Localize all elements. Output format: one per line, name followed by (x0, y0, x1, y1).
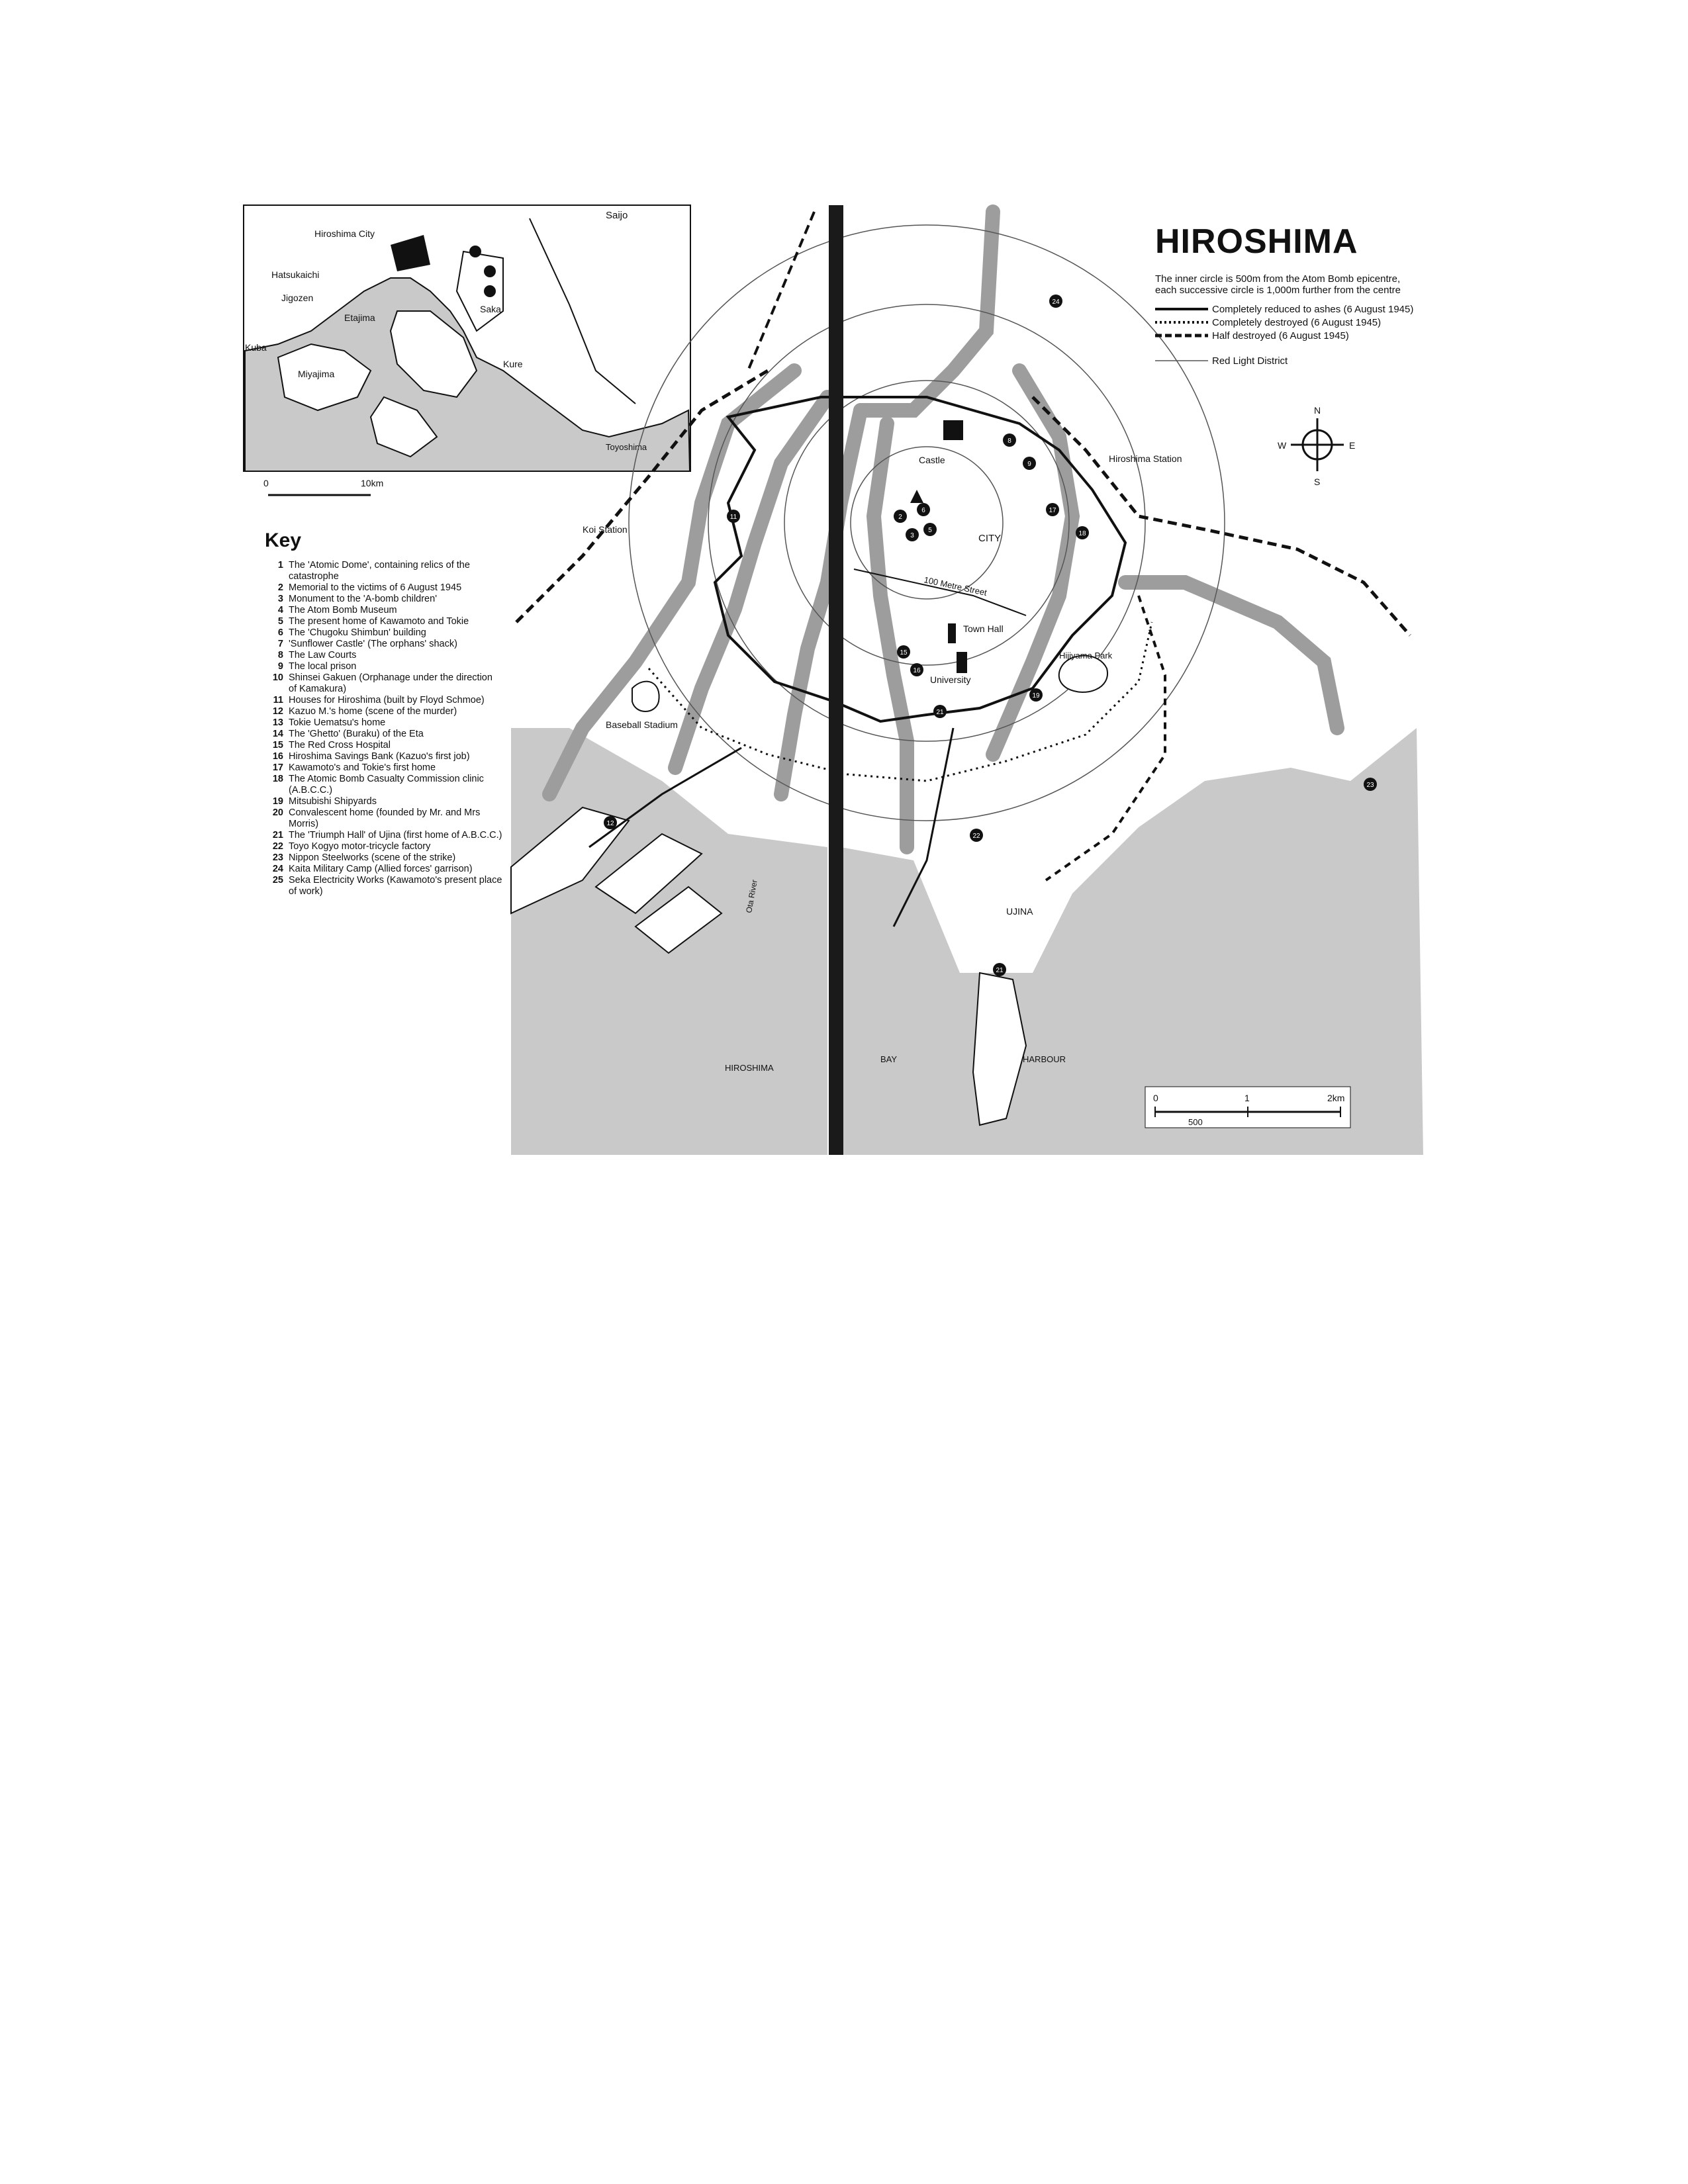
castle-landmark (943, 420, 963, 440)
svg-text:9: 9 (1027, 461, 1031, 468)
map-marker (917, 503, 930, 516)
map-marker (970, 829, 983, 842)
inset-marker (484, 265, 496, 277)
map-marker (906, 528, 919, 541)
key-item (265, 661, 503, 672)
key-item-text: Nippon Steelworks (scene of the strike) (289, 852, 456, 863)
compass-s: S (1314, 477, 1321, 487)
key-item (265, 740, 503, 751)
map-marker (910, 663, 923, 676)
svg-text:6: 6 (921, 507, 925, 514)
scale-start: 0 (1153, 1093, 1158, 1103)
map-marker (1003, 433, 1016, 447)
legend-label: Completely destroyed (6 August 1945) (1212, 316, 1382, 328)
key-item-number: 11 (273, 695, 283, 705)
label-ujina: UJINA (1006, 906, 1033, 917)
key-item-text: Seka Electricity Works (Kawamoto's present place of work) (289, 875, 502, 897)
key-item-number: 19 (272, 796, 283, 807)
key-item-text: Memorial to the victims of 6 August 1945 (289, 582, 462, 593)
key-item-text: The Red Cross Hospital (289, 740, 391, 751)
key-item-number: 6 (277, 627, 283, 638)
inset-label-etajima: Etajima (344, 312, 375, 323)
label-harbour: HARBOUR (1023, 1054, 1066, 1064)
key-item-number: 5 (277, 616, 283, 627)
key-item-text: Kaita Military Camp (Allied forces' garrison) (289, 864, 473, 874)
scale-end: 2km (1327, 1093, 1345, 1103)
main-scale (1145, 1087, 1350, 1128)
key-item-text: Hiroshima Savings Bank (Kazuo's first job) (289, 751, 470, 762)
svg-text:15: 15 (900, 649, 908, 657)
key-item-text: The 'Atomic Dome', containing relics of the catastrophe (289, 560, 470, 582)
compass-w: W (1278, 440, 1287, 451)
key-item (265, 582, 503, 594)
key-item (265, 717, 503, 729)
inset-label-kuba: Kuba (245, 342, 267, 353)
key-item (265, 774, 503, 796)
inset-label-miyajima: Miyajima (298, 369, 335, 379)
svg-text:21: 21 (936, 709, 944, 716)
key-item-text: The 'Ghetto' (Buraku) of the Eta (289, 729, 424, 739)
key-list (265, 560, 503, 897)
scale-sub: 500 (1188, 1117, 1203, 1127)
key-item-text: 'Sunflower Castle' (The orphans' shack) (289, 639, 457, 649)
blast-circle-3500m (629, 225, 1225, 821)
svg-text:11: 11 (729, 514, 737, 521)
key-item-number: 4 (277, 605, 283, 615)
inset-marker (469, 246, 481, 257)
label-university: University (930, 674, 971, 685)
svg-text:3: 3 (910, 532, 914, 539)
key-item-text: The Atom Bomb Museum (289, 605, 397, 615)
key-item-text: The present home of Kawamoto and Tokie (289, 616, 469, 627)
map-marker (1029, 688, 1043, 702)
inset-map (244, 205, 690, 495)
key-item (265, 852, 503, 864)
label-bay: BAY (880, 1054, 898, 1064)
atomic-dome-landmark (910, 490, 923, 503)
book-gutter (829, 205, 843, 1155)
key-item-number: 21 (272, 830, 283, 841)
key-item (265, 796, 503, 807)
svg-text:24: 24 (1052, 298, 1060, 306)
map-marker (1023, 457, 1036, 470)
legend-label: Red Light District (1212, 355, 1288, 367)
inset-marker (484, 285, 496, 297)
legend-destroyed (1155, 316, 1433, 329)
map-marker (897, 645, 910, 659)
legend-ashes (1155, 302, 1433, 316)
label-koi-station: Koi Station (583, 524, 628, 535)
scale-mid: 1 (1244, 1093, 1250, 1103)
legend-half (1155, 329, 1433, 342)
inset-label-jigozen: Jigozen (281, 293, 314, 303)
circle-note: The inner circle is 500m from the Atom Bomb epicentre, each successive circle is 1,000m further from the centre (1155, 273, 1401, 296)
label-hiroshima-station: Hiroshima Station (1109, 453, 1182, 464)
key-item-text: The Atomic Bomb Casualty Commission clinic (A.B.C.C.) (289, 774, 484, 796)
label-city: CITY (978, 533, 1002, 544)
blast-circle-1500m (784, 381, 1069, 665)
compass-e: E (1349, 440, 1356, 451)
legend-red-light (1155, 354, 1433, 367)
key-title: Key (265, 529, 302, 551)
legend-swatch-dotted (1155, 319, 1208, 326)
key-item (265, 639, 503, 650)
key-item-text: Kawamoto's and Tokie's first home (289, 762, 436, 773)
key-item-number: 7 (277, 639, 283, 649)
map-marker (1076, 526, 1089, 539)
key-item (265, 751, 503, 762)
blast-circles (629, 225, 1225, 821)
svg-text:21: 21 (996, 967, 1004, 974)
town-hall-landmark (948, 623, 956, 643)
legend-label: Half destroyed (6 August 1945) (1212, 330, 1349, 341)
key-item-number: 13 (272, 717, 283, 728)
key-item-text: The Law Courts (289, 650, 357, 660)
label-hiroshima-bay: HIROSHIMA (725, 1063, 774, 1073)
key-item-text: Convalescent home (founded by Mr. and Mrs Morris) (289, 807, 481, 829)
inset-label-saijo: Saijo (606, 210, 628, 221)
key-item-text: Toyo Kogyo motor-tricycle factory (289, 841, 431, 852)
key-item (265, 807, 503, 830)
svg-text:8: 8 (1008, 437, 1011, 445)
key-item (265, 560, 503, 582)
svg-text:18: 18 (1078, 530, 1086, 537)
key-item-number: 10 (272, 672, 283, 683)
key-item-number: 16 (272, 751, 283, 762)
inset-label-hiroshima-city: Hiroshima City (314, 228, 375, 239)
label-town-hall: Town Hall (963, 623, 1004, 634)
inset-label-toyoshima: Toyoshima (606, 442, 647, 452)
key-item-number: 2 (277, 582, 283, 593)
key-item-text: Kazuo M.'s home (scene of the murder) (289, 706, 457, 717)
map-marker (604, 816, 617, 829)
key-item (265, 875, 503, 897)
key-item-number: 17 (272, 762, 283, 773)
compass-n: N (1314, 405, 1321, 416)
map-title-block (1155, 222, 1433, 367)
key-item-text: The local prison (289, 661, 357, 672)
key-item-number: 20 (272, 807, 283, 818)
key-item (265, 864, 503, 875)
inset-scale-end: 10km (361, 478, 384, 488)
key-item-number: 9 (277, 661, 283, 672)
key-item (265, 616, 503, 627)
key-item-number: 12 (272, 706, 283, 717)
inset-scale-start: 0 (263, 478, 269, 488)
svg-text:19: 19 (1032, 692, 1040, 700)
legend-swatch-dashed (1155, 332, 1208, 339)
key-item-number: 15 (272, 740, 283, 751)
map-marker (1364, 778, 1377, 791)
map-marker (1049, 295, 1062, 308)
key-item-number: 3 (277, 594, 283, 604)
university-landmark (957, 652, 967, 673)
map-title: HIROSHIMA (1155, 222, 1358, 261)
key-item (265, 706, 503, 717)
label-ota-river: Ota River (744, 879, 759, 914)
key-item-number: 22 (272, 841, 283, 852)
baseball-stadium-outline (632, 682, 659, 711)
label-hijiyama-park: Hijiyama Park (1059, 651, 1113, 660)
river-branch (675, 397, 827, 768)
legend-label: Completely reduced to ashes (6 August 1945) (1212, 303, 1414, 315)
key-item-number: 24 (272, 864, 283, 874)
key-item (265, 605, 503, 616)
key-item (265, 729, 503, 740)
inset-label-saka: Saka (480, 304, 501, 314)
key-item-text: Mitsubishi Shipyards (289, 796, 377, 807)
key-item-text: The 'Chugoku Shimbun' building (289, 627, 426, 638)
inset-label-hatsukaichi: Hatsukaichi (271, 269, 320, 280)
legend-swatch-solid (1155, 306, 1208, 312)
boundary-half-north (748, 212, 814, 371)
river-branch (781, 410, 861, 794)
label-castle: Castle (919, 455, 945, 465)
svg-text:12: 12 (606, 820, 614, 827)
map-marker (727, 510, 740, 523)
key-item-number: 8 (277, 650, 283, 660)
key-item (265, 627, 503, 639)
hijiyama-park-outline (1059, 656, 1107, 692)
key-item-number: 18 (272, 774, 283, 784)
svg-text:5: 5 (928, 527, 932, 534)
key-item-number: 1 (277, 560, 283, 570)
svg-text:16: 16 (913, 667, 921, 674)
key-item (265, 830, 503, 841)
map-key (265, 529, 503, 897)
key-item (265, 695, 503, 706)
key-item-text: Tokie Uematsu's home (289, 717, 386, 728)
legend-swatch-thin (1155, 357, 1208, 364)
svg-text:2: 2 (898, 514, 902, 521)
svg-text:23: 23 (1366, 782, 1374, 789)
compass-rose (1278, 405, 1355, 487)
river-branch (874, 424, 907, 847)
key-item (265, 841, 503, 852)
key-item-number: 14 (272, 729, 283, 739)
map-marker (923, 523, 937, 536)
key-item (265, 672, 503, 695)
key-item-number: 23 (272, 852, 283, 863)
key-item-text: Houses for Hiroshima (built by Floyd Schmoe) (289, 695, 485, 705)
map-marker (933, 705, 947, 718)
key-item (265, 594, 503, 605)
map-marker (993, 963, 1006, 976)
key-item-text: Monument to the 'A-bomb children' (289, 594, 437, 604)
inset-label-kure: Kure (503, 359, 523, 369)
key-item-number: 25 (272, 875, 283, 886)
label-baseball-stadium: Baseball Stadium (606, 719, 678, 730)
map-marker (894, 510, 907, 523)
label-100-metre-street: 100 Metre Street (923, 574, 988, 598)
svg-text:17: 17 (1049, 507, 1056, 514)
key-item-text: Shinsei Gakuen (Orphanage under the direction of Kamakura) (289, 672, 492, 694)
key-item (265, 650, 503, 661)
key-item-text: The 'Triumph Hall' of Ujina (first home of A.B.C.C.) (289, 830, 502, 841)
key-item (265, 762, 503, 774)
map-marker (1046, 503, 1059, 516)
svg-text:22: 22 (972, 833, 980, 840)
